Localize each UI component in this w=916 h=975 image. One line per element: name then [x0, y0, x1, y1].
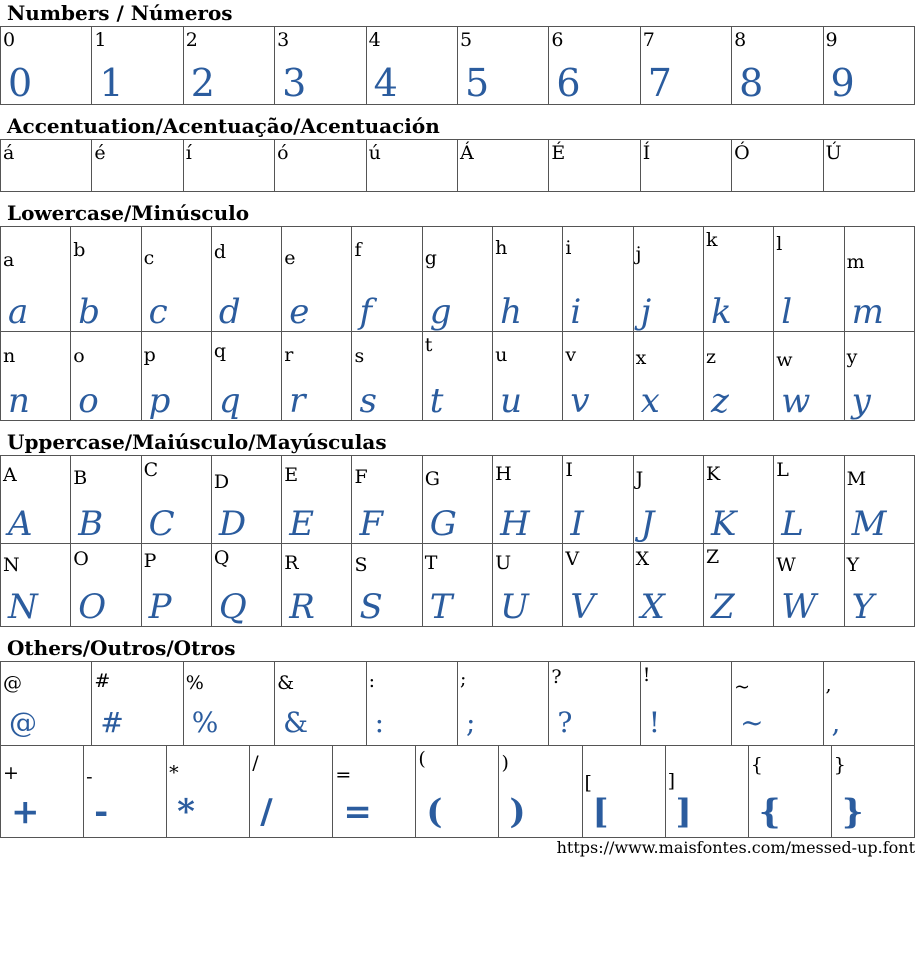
glyph-sample: s — [359, 381, 377, 421]
char-cell — [732, 662, 823, 746]
char-cell — [422, 544, 492, 627]
char-cell — [640, 140, 731, 192]
char-label: A — [3, 464, 17, 486]
char-cell — [366, 27, 457, 105]
char-cell — [71, 544, 141, 627]
glyph-sample: V — [570, 587, 595, 627]
glyph-sample: c — [148, 292, 168, 332]
char-label: o — [73, 345, 85, 367]
glyph-sample: d — [218, 292, 241, 332]
char-label: é — [94, 142, 106, 164]
glyph-sample: w — [781, 381, 811, 421]
glyph-sample: @ — [9, 706, 37, 739]
glyph-sample: B — [78, 504, 104, 544]
glyph-sample: 7 — [647, 61, 672, 105]
char-cell — [282, 456, 352, 544]
glyph-sample: { — [758, 792, 781, 832]
char-cell — [703, 332, 773, 421]
char-cell — [141, 544, 211, 627]
glyph-sample: x — [640, 381, 660, 421]
section-title-lowercase: Lowercase/Minúsculo — [7, 201, 250, 225]
char-cell — [275, 27, 366, 105]
char-cell — [844, 456, 914, 544]
char-cell — [774, 544, 844, 627]
char-label: = — [335, 764, 352, 786]
char-cell — [1, 140, 92, 192]
numbers-grid — [0, 26, 915, 105]
glyph-sample: S — [359, 587, 383, 627]
char-cell — [422, 227, 492, 332]
char-cell — [732, 140, 823, 192]
char-cell — [141, 456, 211, 544]
char-label: Y — [846, 554, 860, 576]
char-label: } — [833, 754, 846, 776]
char-label: 0 — [3, 29, 16, 51]
glyph-sample: r — [289, 381, 306, 421]
char-cell — [844, 544, 914, 627]
glyph-sample: k — [710, 292, 732, 332]
glyph-sample: : — [374, 706, 384, 739]
char-label: O — [73, 548, 89, 570]
char-label: N — [3, 554, 20, 576]
char-label: ] — [667, 770, 676, 792]
char-label: M — [846, 468, 867, 490]
char-label: 4 — [368, 29, 381, 51]
char-label: & — [277, 672, 295, 694]
char-label: { — [750, 754, 763, 776]
glyph-sample: ! — [648, 706, 660, 739]
glyph-sample: q — [218, 381, 241, 421]
char-label: : — [368, 670, 375, 692]
char-cell — [732, 27, 823, 105]
others-grid-1 — [0, 661, 915, 746]
char-cell — [141, 227, 211, 332]
glyph-sample: 8 — [739, 61, 764, 105]
char-label: G — [424, 468, 440, 490]
glyph-sample: X — [640, 587, 665, 627]
char-cell — [493, 544, 563, 627]
glyph-sample: R — [289, 587, 315, 627]
glyph-sample: H — [500, 504, 530, 544]
glyph-sample: i — [570, 292, 582, 332]
glyph-sample: F — [359, 504, 384, 544]
glyph-sample: ( — [426, 792, 443, 832]
glyph-sample: p — [148, 381, 171, 421]
glyph-sample: Q — [218, 587, 247, 627]
char-label: Ó — [734, 142, 750, 164]
glyph-sample: b — [78, 292, 101, 332]
char-label: i — [565, 237, 572, 259]
char-cell — [823, 140, 914, 192]
char-label: F — [354, 466, 368, 488]
char-cell — [92, 662, 183, 746]
char-label: k — [705, 229, 718, 251]
char-cell — [493, 456, 563, 544]
char-label: Z — [705, 546, 720, 568]
glyph-sample: n — [8, 381, 30, 421]
char-cell — [633, 456, 703, 544]
char-label: , — [825, 674, 832, 696]
glyph-sample: [ — [592, 792, 609, 832]
glyph-sample: o — [78, 381, 99, 421]
char-label: Q — [213, 547, 230, 569]
glyph-sample: Z — [710, 587, 735, 627]
char-label: Í — [642, 142, 651, 164]
char-cell — [844, 332, 914, 421]
glyph-sample: 9 — [830, 61, 855, 105]
char-cell — [141, 332, 211, 421]
char-cell — [633, 332, 703, 421]
char-label: / — [252, 752, 259, 774]
glyph-sample: g — [429, 292, 452, 332]
char-cell — [92, 27, 183, 105]
char-label: ó — [277, 142, 289, 164]
char-cell — [282, 332, 352, 421]
char-cell — [1, 332, 71, 421]
char-cell — [1, 456, 71, 544]
char-cell — [549, 140, 640, 192]
char-label: ) — [501, 752, 509, 774]
char-label: 8 — [734, 29, 747, 51]
char-cell — [640, 27, 731, 105]
char-cell — [582, 746, 665, 838]
glyph-sample: J — [640, 504, 655, 544]
glyph-sample: 2 — [190, 61, 215, 105]
char-cell — [493, 332, 563, 421]
char-cell — [366, 662, 457, 746]
glyph-sample: m — [851, 292, 884, 332]
char-label: R — [284, 552, 299, 574]
char-cell — [499, 746, 582, 838]
char-label: ? — [551, 666, 562, 688]
others-grid-2 — [0, 745, 915, 838]
glyph-sample: 0 — [8, 61, 33, 105]
glyph-sample: l — [781, 292, 793, 332]
char-label: E — [284, 464, 299, 486]
glyph-sample: j — [640, 292, 652, 332]
char-cell — [211, 456, 281, 544]
char-cell — [1, 746, 84, 838]
glyph-sample: z — [710, 381, 729, 421]
char-cell — [1, 227, 71, 332]
char-cell — [563, 227, 633, 332]
glyph-sample: K — [710, 504, 737, 544]
char-cell — [211, 332, 281, 421]
char-cell — [563, 456, 633, 544]
glyph-sample: I — [570, 504, 584, 544]
char-label: J — [635, 468, 644, 490]
char-label: w — [776, 349, 793, 371]
char-label: # — [94, 670, 111, 692]
char-cell — [333, 746, 416, 838]
char-cell — [282, 544, 352, 627]
char-cell — [183, 27, 274, 105]
char-label: t — [424, 334, 433, 356]
char-label: ! — [642, 664, 651, 686]
char-label: r — [284, 344, 294, 366]
char-label: f — [354, 239, 362, 261]
char-label: 9 — [825, 29, 838, 51]
glyph-sample: O — [78, 587, 107, 627]
char-label: 6 — [551, 29, 564, 51]
char-cell — [366, 140, 457, 192]
char-label: u — [495, 344, 508, 366]
char-cell — [563, 332, 633, 421]
char-label: 7 — [642, 29, 655, 51]
char-cell — [416, 746, 499, 838]
char-label: S — [354, 554, 368, 576]
char-label: I — [565, 459, 573, 481]
glyph-sample: L — [781, 504, 804, 544]
char-label: q — [213, 340, 227, 362]
char-cell — [493, 227, 563, 332]
char-label: y — [846, 346, 858, 368]
char-cell — [1, 662, 92, 746]
char-cell — [549, 27, 640, 105]
char-label: T — [424, 552, 438, 574]
char-cell — [422, 456, 492, 544]
char-label: K — [705, 463, 721, 485]
char-label: U — [495, 552, 512, 574]
glyph-sample: + — [11, 792, 40, 832]
char-label: d — [213, 241, 227, 263]
char-cell — [71, 456, 141, 544]
char-cell — [211, 544, 281, 627]
char-cell — [633, 227, 703, 332]
char-label: [ — [584, 772, 592, 794]
char-label: B — [73, 467, 88, 489]
char-cell — [774, 456, 844, 544]
section-title-numbers: Numbers / Números — [7, 1, 233, 25]
char-label: ; — [459, 668, 467, 690]
char-cell — [211, 227, 281, 332]
char-cell — [457, 140, 548, 192]
glyph-sample: u — [500, 381, 522, 421]
char-cell — [640, 662, 731, 746]
char-cell — [457, 662, 548, 746]
char-cell — [183, 140, 274, 192]
char-label: - — [86, 766, 93, 788]
char-label: v — [565, 344, 577, 366]
char-label: ú — [368, 142, 381, 164]
char-cell — [250, 746, 333, 838]
char-cell — [422, 332, 492, 421]
glyph-sample: 5 — [464, 61, 490, 105]
glyph-sample: W — [781, 587, 817, 627]
glyph-sample: ~ — [740, 706, 764, 739]
char-label: n — [3, 345, 16, 367]
glyph-sample: ] — [675, 792, 692, 832]
glyph-sample: P — [148, 587, 172, 627]
char-cell — [167, 746, 250, 838]
char-label: É — [551, 142, 566, 164]
accentuation-grid — [0, 139, 915, 192]
glyph-sample: U — [500, 587, 529, 627]
char-cell — [71, 332, 141, 421]
glyph-sample: Y — [851, 587, 875, 627]
char-label: í — [185, 142, 192, 164]
char-cell — [774, 332, 844, 421]
char-cell — [352, 544, 422, 627]
char-cell — [84, 746, 167, 838]
glyph-sample: e — [289, 292, 310, 332]
char-cell — [352, 332, 422, 421]
char-label: m — [846, 251, 865, 273]
char-label: 5 — [459, 29, 473, 51]
glyph-sample: T — [429, 587, 453, 627]
glyph-sample: 3 — [282, 61, 307, 105]
char-cell — [703, 227, 773, 332]
char-label: + — [3, 762, 19, 784]
char-label: D — [213, 471, 230, 493]
section-title-others: Others/Outros/Otros — [7, 636, 236, 660]
char-label: Ú — [825, 142, 842, 164]
char-label: C — [143, 459, 159, 481]
glyph-sample: % — [191, 706, 219, 739]
section-title-accentuation: Accentuation/Acentuação/Acentuación — [7, 114, 440, 138]
char-label: z — [705, 346, 716, 368]
uppercase-grid — [0, 455, 915, 627]
char-cell — [352, 227, 422, 332]
glyph-sample: C — [148, 504, 175, 544]
char-label: L — [776, 459, 789, 481]
char-cell — [1, 27, 92, 105]
char-label: x — [635, 347, 647, 369]
glyph-sample: * — [177, 792, 195, 832]
char-cell — [92, 140, 183, 192]
glyph-sample: ; — [465, 706, 476, 739]
glyph-sample: y — [851, 381, 871, 421]
char-cell — [71, 227, 141, 332]
char-cell — [831, 746, 914, 838]
glyph-sample: N — [8, 587, 38, 627]
char-cell — [457, 27, 548, 105]
char-label: g — [424, 247, 437, 269]
section-title-uppercase: Uppercase/Maiúsculo/Mayúsculas — [7, 430, 387, 454]
glyph-sample: 4 — [373, 61, 398, 105]
glyph-sample: D — [218, 504, 247, 544]
glyph-sample: ? — [557, 706, 573, 739]
char-cell — [748, 746, 831, 838]
glyph-sample: } — [841, 792, 864, 832]
char-cell — [703, 544, 773, 627]
char-label: ( — [418, 748, 426, 770]
char-label: á — [3, 142, 15, 164]
char-label: W — [776, 554, 796, 576]
char-cell — [275, 662, 366, 746]
char-cell — [774, 227, 844, 332]
char-cell — [275, 140, 366, 192]
char-label: X — [635, 548, 650, 570]
glyph-sample: f — [359, 292, 373, 332]
char-label: 3 — [277, 29, 290, 51]
char-label: * — [169, 762, 179, 784]
source-url: https://www.maisfontes.com/messed-up.font — [556, 838, 915, 857]
glyph-sample: ) — [509, 792, 526, 832]
glyph-sample: M — [851, 504, 887, 544]
char-label: b — [73, 239, 86, 261]
char-label: e — [284, 247, 296, 269]
glyph-sample: E — [289, 504, 315, 544]
char-label: 1 — [94, 29, 107, 51]
glyph-sample: t — [429, 381, 444, 421]
glyph-sample: h — [500, 292, 522, 332]
char-cell — [563, 544, 633, 627]
char-label: 2 — [185, 29, 198, 51]
char-label: @ — [3, 672, 22, 694]
glyph-sample: 1 — [99, 61, 124, 105]
char-label: ~ — [734, 676, 751, 698]
char-label: s — [354, 345, 365, 367]
char-label: j — [635, 243, 642, 265]
char-label: c — [143, 247, 155, 269]
char-cell — [844, 227, 914, 332]
char-cell — [633, 544, 703, 627]
glyph-sample: a — [8, 292, 29, 332]
char-label: a — [3, 249, 15, 271]
char-cell — [703, 456, 773, 544]
glyph-sample: / — [260, 792, 273, 832]
char-label: h — [495, 237, 508, 259]
char-label: H — [495, 463, 512, 485]
glyph-sample: , — [831, 706, 841, 739]
lowercase-grid — [0, 226, 915, 421]
char-cell — [183, 662, 274, 746]
char-label: V — [565, 548, 580, 570]
char-cell — [549, 662, 640, 746]
glyph-sample: & — [283, 706, 309, 739]
glyph-sample: - — [94, 792, 109, 832]
glyph-sample: = — [343, 792, 372, 832]
glyph-sample: A — [8, 504, 33, 544]
glyph-sample: G — [429, 504, 457, 544]
char-label: l — [776, 233, 783, 255]
char-label: Á — [459, 142, 474, 164]
char-cell — [282, 227, 352, 332]
char-cell — [665, 746, 748, 838]
char-label: P — [143, 550, 157, 572]
char-cell — [352, 456, 422, 544]
char-cell — [1, 544, 71, 627]
char-label: p — [143, 344, 156, 366]
glyph-sample: v — [570, 381, 590, 421]
glyph-sample: 6 — [556, 61, 581, 105]
char-label: % — [185, 672, 204, 694]
char-cell — [823, 27, 914, 105]
char-cell — [823, 662, 914, 746]
glyph-sample: # — [100, 706, 124, 739]
